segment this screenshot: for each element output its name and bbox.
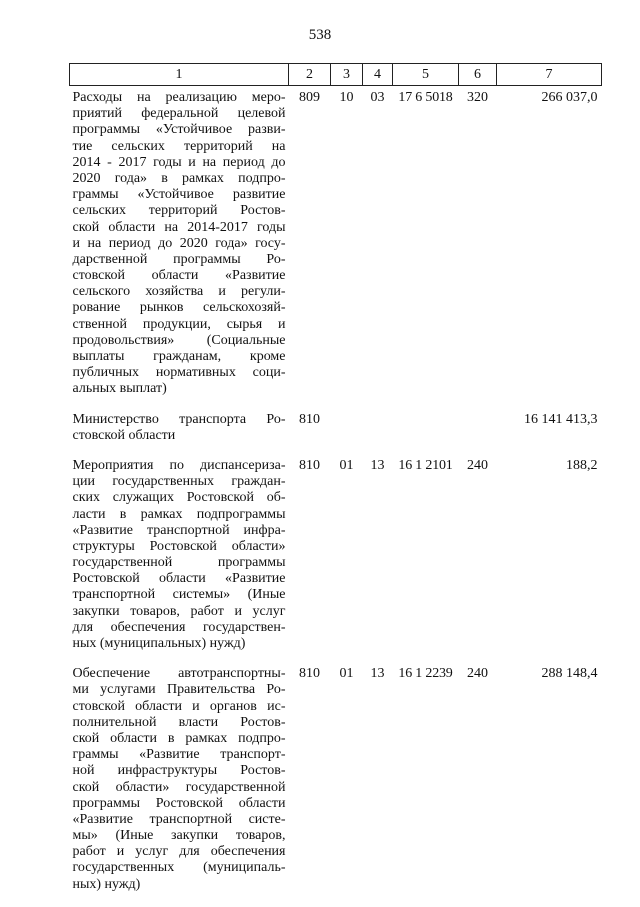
description-line: ских служащих Ростовской об- xyxy=(72,490,286,506)
description-line: продовольствия» (Социальные xyxy=(72,332,286,348)
row-subsection-code: 13 xyxy=(370,666,385,682)
description-line: ми услугами Правительства Ро- xyxy=(72,682,286,698)
description-line: закупки товаров, работ и услуг xyxy=(72,603,286,619)
description-line: граммы «Развитие транспорт- xyxy=(72,747,286,763)
description-line: ской области» государственной xyxy=(72,779,286,795)
row-amount: 266 037,0 xyxy=(541,90,598,105)
description-line: ской области на 2014-2017 годы xyxy=(72,219,286,235)
budget-table xyxy=(69,63,602,907)
description-line: ласти в рамках подпрограммы xyxy=(72,506,286,522)
row-expense-type xyxy=(459,412,497,458)
row-subsection-code: 13 xyxy=(370,457,385,473)
description-line: рование рынков сельскохозяй- xyxy=(72,300,286,316)
table-row xyxy=(70,666,602,907)
description-line: стовской области xyxy=(72,427,176,443)
row-expense-type: 240 xyxy=(467,666,488,682)
row-ministry-code: 809 xyxy=(299,90,320,105)
row-description xyxy=(70,458,289,666)
column-header-1: 1 xyxy=(70,64,289,86)
description-line: сельского хозяйства и регули- xyxy=(72,284,286,300)
description-line: ных (муниципальных) нужд) xyxy=(72,636,246,651)
description-line: Обеспечение автотранспортны- xyxy=(72,666,286,682)
row-section-code: 10 xyxy=(339,90,354,105)
row-section-code: 01 xyxy=(339,666,354,682)
description-line: приятий федеральной целевой xyxy=(72,106,286,122)
description-line: программы «Устойчивое разви- xyxy=(72,122,286,138)
description-line: Мероприятия по диспансериза- xyxy=(72,457,286,473)
row-target-article: 16 1 2101 xyxy=(398,457,453,473)
table-row xyxy=(70,412,602,458)
row-target-article xyxy=(393,412,459,458)
description-line: ской области в рамках подпро- xyxy=(72,730,286,746)
description-line: программы Ростовской области xyxy=(72,795,286,811)
description-line: работ и услуг для обеспечения xyxy=(72,844,286,860)
column-header-7: 7 xyxy=(497,64,602,86)
description-line: альных выплат) xyxy=(72,381,167,397)
row-section-code: 01 xyxy=(339,457,354,473)
description-line: структуры Ростовской области» xyxy=(72,538,286,554)
description-line: ной инфраструктуры Ростов- xyxy=(72,763,286,779)
description-line: ных) нужд) xyxy=(72,876,141,892)
description-line: стовской области и органов ис- xyxy=(72,698,286,714)
header-row xyxy=(70,64,602,86)
column-header-5: 5 xyxy=(393,64,459,86)
column-header-6: 6 xyxy=(459,64,497,86)
description-line: для обеспечения государствен- xyxy=(72,619,286,635)
description-line: государственных (муниципаль- xyxy=(72,860,286,876)
table-row xyxy=(70,86,602,412)
description-line: «Развитие транспортной систе- xyxy=(72,811,286,827)
description-line: стовской области «Развитие xyxy=(72,268,286,284)
table-header xyxy=(70,64,602,86)
description-line: дарственной программы Ро- xyxy=(72,251,286,267)
row-section-code xyxy=(331,412,363,458)
description-line: «Развитие транспортной инфра- xyxy=(72,522,286,538)
page-number: 538 xyxy=(308,27,332,43)
row-target-article: 16 1 2239 xyxy=(398,666,453,682)
row-expense-type: 240 xyxy=(467,457,488,473)
description-line: граммы «Устойчивое развитие xyxy=(72,187,286,203)
row-subsection-code: 03 xyxy=(370,90,385,105)
description-line: и на период до 2020 года» госу- xyxy=(72,235,286,251)
table-row xyxy=(70,458,602,666)
description-line: транспортной системы» (Иные xyxy=(72,587,286,603)
row-description xyxy=(70,412,289,458)
description-line: 2020 года» в рамках подпро- xyxy=(72,170,286,186)
table-body xyxy=(70,86,602,907)
row-ministry-code: 810 xyxy=(299,411,320,427)
description-line: выплаты гражданам, кроме xyxy=(72,349,286,364)
description-line: ственной продукции, сырья и xyxy=(72,316,286,332)
description-line: 2014 - 2017 годы и на период до xyxy=(72,154,286,170)
description-line: Министерство транспорта Ро- xyxy=(72,411,286,427)
row-ministry-code: 810 xyxy=(299,666,320,682)
description-line: полнительной власти Ростов- xyxy=(72,714,286,730)
column-header-4: 4 xyxy=(363,64,393,86)
column-header-3: 3 xyxy=(331,64,363,86)
description-line: сельских территорий Ростов- xyxy=(72,203,286,219)
description-line: ции государственных граждан- xyxy=(72,474,286,490)
row-amount: 16 141 413,3 xyxy=(524,411,598,427)
row-subsection-code xyxy=(363,412,393,458)
row-description xyxy=(70,86,289,412)
description-line: государственной программы xyxy=(72,555,286,571)
row-amount: 288 148,4 xyxy=(541,666,598,682)
description-line: мы» (Иные закупки товаров, xyxy=(72,828,286,844)
description-line: Ростовской области «Развитие xyxy=(72,571,286,587)
description-line: публичных нормативных соци- xyxy=(72,365,286,381)
row-target-article: 17 6 5018 xyxy=(398,90,453,105)
row-description xyxy=(70,666,289,907)
row-ministry-code: 810 xyxy=(299,457,320,473)
row-amount: 188,2 xyxy=(566,457,598,473)
description-line: тие сельских территорий на xyxy=(72,138,286,154)
row-expense-type: 320 xyxy=(467,90,488,105)
column-header-2: 2 xyxy=(289,64,331,86)
description-line: Расходы на реализацию меро- xyxy=(72,90,286,105)
